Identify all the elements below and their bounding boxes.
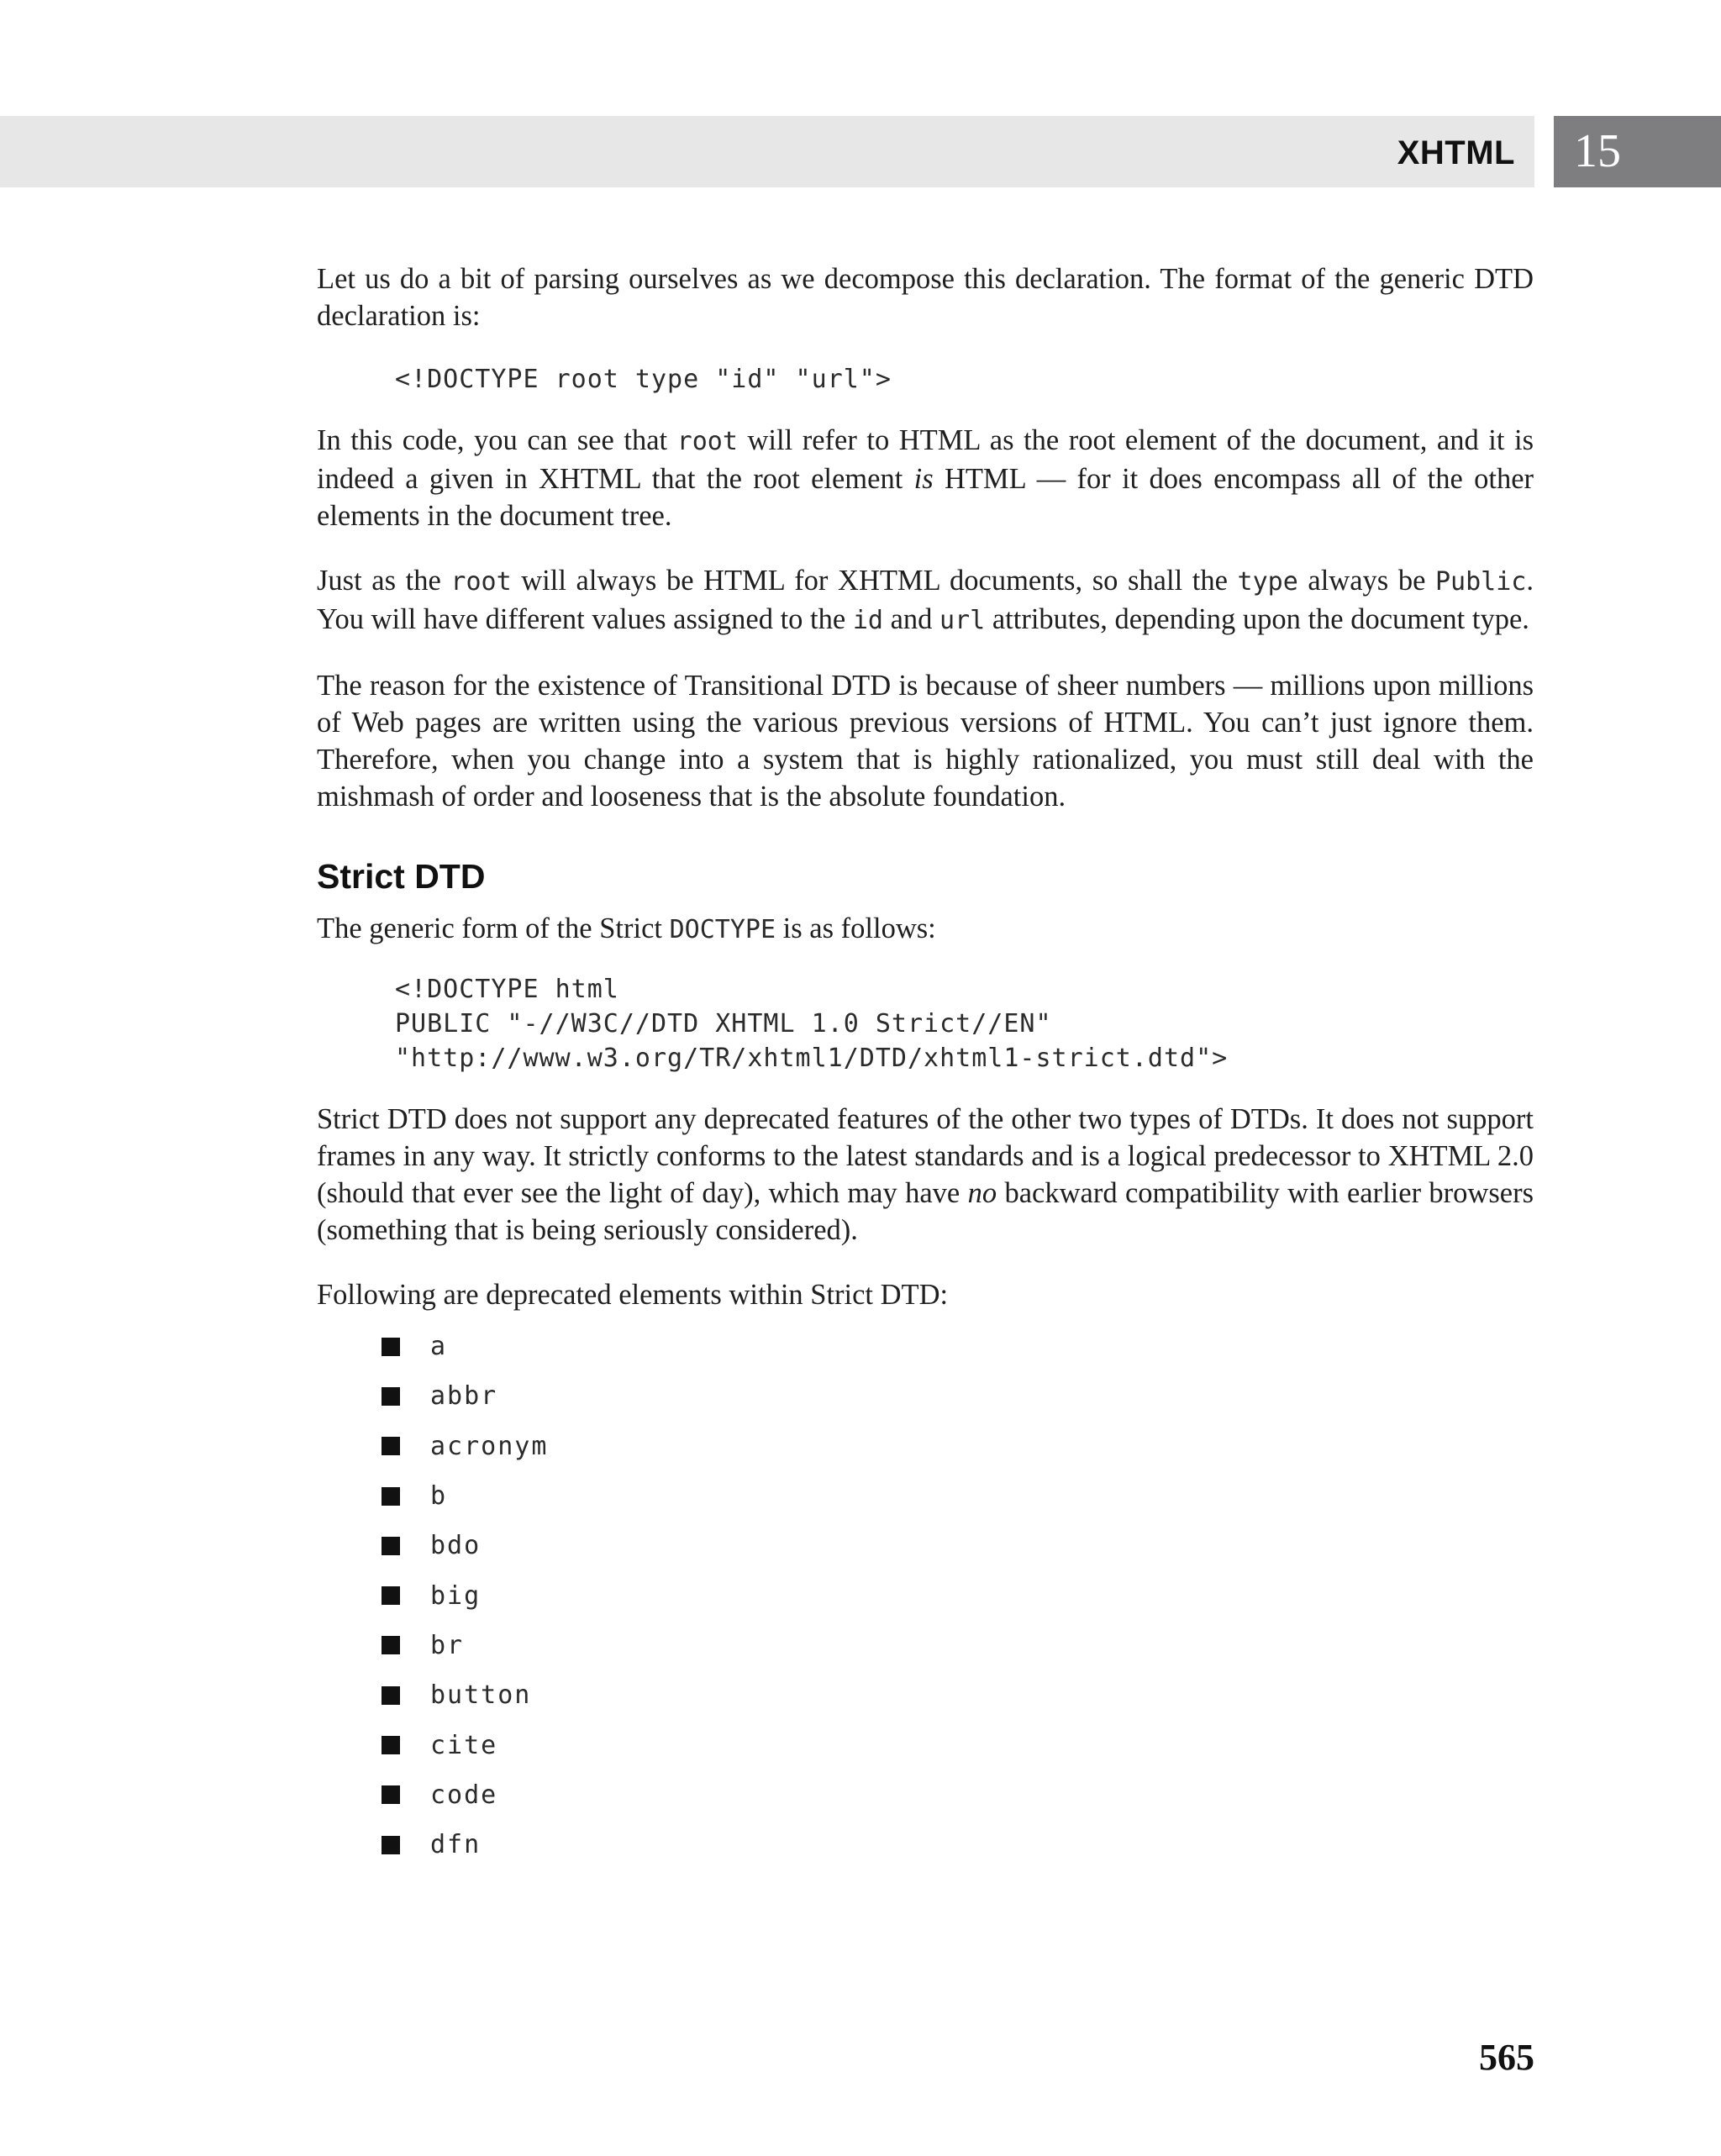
emphasis-no: no [967, 1177, 997, 1209]
list-item-code: acronym [430, 1431, 549, 1461]
list-item [382, 1621, 1534, 1670]
paragraph-root: In this code, you can see that root will refer to HTML as the root element of the document, and it is indeed a given in XHTML that the root element is HTML — for it does encompass all of the other elements in the document tree. [317, 424, 1534, 532]
list-item-code: cite [430, 1730, 498, 1760]
inline-code-doctype: DOCTYPE [669, 915, 776, 944]
list-item [382, 1471, 1534, 1521]
square-bullet-icon [382, 1387, 400, 1406]
paragraph-transitional: The reason for the existence of Transitional DTD is because of sheer numbers — millions upon millions of Web pages are written using the various previous versions of HTML. You can’t just ignore them. Therefore, when you change into a system that is highly rationalized, you must still deal with the mishmash of order and looseness that is the absolute foundation. [317, 670, 1534, 812]
running-header-title: XHTML [1397, 134, 1515, 171]
list-item [382, 1770, 1534, 1820]
square-bullet-icon [382, 1836, 400, 1854]
square-bullet-icon [382, 1437, 400, 1455]
emphasis-is: is [913, 463, 934, 495]
paragraph-intro: Let us do a bit of parsing ourselves as we decompose this declaration. The format of the generic DTD declaration is: [317, 263, 1534, 332]
header-band [0, 116, 1534, 187]
list-item-code: bdo [430, 1531, 482, 1561]
code-line: PUBLIC "-//W3C//DTD XHTML 1.0 Strict//EN" [395, 1009, 1052, 1039]
code-line: "http://www.w3.org/TR/xhtml1/DTD/xhtml1-strict.dtd"> [395, 1044, 1229, 1073]
list-item [382, 1322, 1534, 1371]
inline-code-url: url [939, 606, 986, 635]
square-bullet-icon [382, 1636, 400, 1654]
list-item [382, 1720, 1534, 1769]
inline-code-root: root [676, 427, 738, 456]
code-generic-dtd: <!DOCTYPE root type "id" "url"> [395, 365, 892, 394]
square-bullet-icon [382, 1537, 400, 1555]
paragraph-type: Just as the root will always be HTML for XHTML documents, so shall the type always be Public. You will have different values assigned to the id and url attributes, depending upon the document type. [317, 565, 1534, 635]
chapter-number: 15 [1574, 125, 1621, 177]
list-item-code: b [430, 1481, 448, 1512]
list-item-code: a [430, 1332, 448, 1362]
code-strict-doctype [395, 972, 1534, 1075]
paragraph-strict-generic: The generic form of the Strict DOCTYPE is as follows: [317, 912, 936, 944]
paragraph-strict-description: Strict DTD does not support any deprecated features of the other two types of DTDs. It does not support frames in any way. It strictly conforms to the latest standards and is a logical predecessor to XHTML 2.0 (should that ever see the light of day), which may have no backward compatibility with earlier browsers (something that is being seriously considered). [317, 1103, 1534, 1246]
list-item [382, 1670, 1534, 1720]
list-item-code: br [430, 1630, 465, 1660]
deprecated-elements-list [382, 1322, 1534, 1869]
square-bullet-icon [382, 1686, 400, 1705]
inline-code-id: id [852, 606, 883, 635]
list-item-code: code [430, 1780, 498, 1810]
list-item-code: dfn [430, 1830, 482, 1860]
square-bullet-icon [382, 1487, 400, 1506]
square-bullet-icon [382, 1736, 400, 1754]
inline-code-root: root [450, 567, 512, 597]
list-item [382, 1422, 1534, 1471]
list-item [382, 1570, 1534, 1620]
list-item [382, 1820, 1534, 1869]
paragraph-deprecated-intro: Following are deprecated elements within Strict DTD: [317, 1279, 949, 1311]
square-bullet-icon [382, 1338, 400, 1356]
list-item-code: big [430, 1580, 482, 1611]
inline-code-type: type [1237, 567, 1298, 597]
list-item-code: abbr [430, 1381, 498, 1412]
square-bullet-icon [382, 1586, 400, 1605]
list-item-code: button [430, 1680, 532, 1711]
inline-code-public: Public [1435, 567, 1527, 597]
section-heading-strict-dtd: Strict DTD [317, 857, 486, 896]
list-item [382, 1371, 1534, 1421]
list-item [382, 1521, 1534, 1570]
page-number: 565 [1479, 2037, 1534, 2078]
code-line: <!DOCTYPE html [395, 975, 619, 1004]
square-bullet-icon [382, 1785, 400, 1804]
page-body [317, 260, 1534, 1869]
